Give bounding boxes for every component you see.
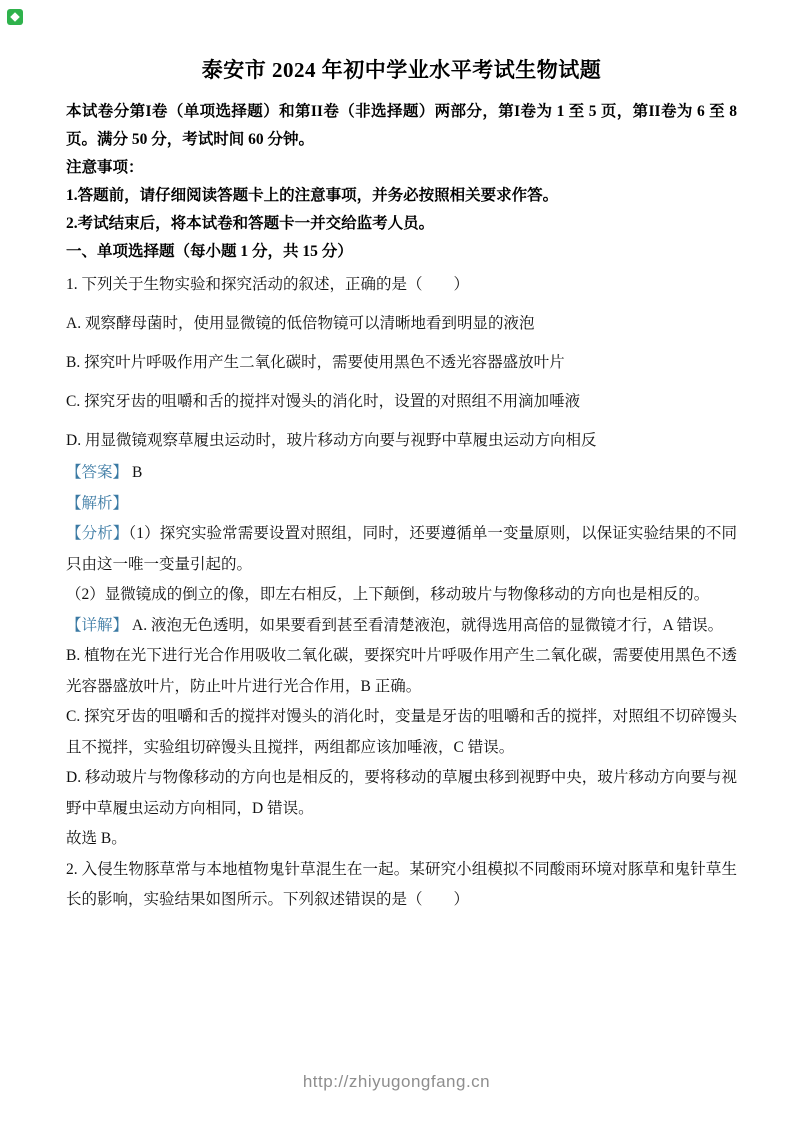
xiangjie-paragraph-a: [66, 611, 737, 642]
xiangjie-label: 【详解】: [66, 616, 129, 634]
section-heading: 一、单项选择题（每小题 1 分，共 15 分）: [66, 243, 353, 260]
notice-item-2: 2.考试结束后，将本试卷和答题卡一并交给监考人员。: [66, 215, 435, 232]
question-1-option-d: D. 用显微镜观察草履虫运动时，玻片移动方向要与视野中草履虫运动方向相反: [66, 432, 597, 449]
question-1-option-a: A. 观察酵母菌时，使用显微镜的低倍物镜可以清晰地看到明显的液泡: [66, 315, 535, 332]
page-title: 泰安市 2024 年初中学业水平考试生物试题: [201, 58, 602, 82]
notice-item-1: 1.答题前，请仔细阅读答题卡上的注意事项，并务必按照相关要求作答。: [66, 187, 559, 204]
question-1-option-c: C. 探究牙齿的咀嚼和舌的搅拌对馒头的消化时，设置的对照组不用滴加唾液: [66, 393, 581, 410]
brand-logo-icon: [7, 9, 23, 25]
xiangjie-paragraph-c: C. 探究牙齿的咀嚼和舌的搅拌对馒头的消化时，变量是牙齿的咀嚼和舌的搅拌，对照组不切碎馒头且不搅拌，实验组切碎馒头且搅拌，两组都应该加唾液，C 错误。: [66, 708, 737, 756]
fenxi-text-1: （1）探究实验常需要设置对照组，同时，还要遵循单一变量原则，以保证实验结果的不同只由这一唯一变量引起的。: [66, 525, 737, 573]
xiangjie-paragraph-d: D. 移动玻片与物像移动的方向也是相反的，要将移动的草履虫移到视野中央，玻片移动方向要与视野中草履虫运动方向相同，D 错误。: [66, 769, 737, 817]
question-2-stem: 2. 入侵生物豚草常与本地植物鬼针草混生在一起。某研究小组模拟不同酸雨环境对豚草和鬼针草生长的影响，实验结果如图所示。下列叙述错误的是（ ）: [66, 860, 737, 908]
xiangjie-paragraph-b: B. 植物在光下进行光合作用吸收二氧化碳，要探究叶片呼吸作用产生二氧化碳，需要使用黑色不透光容器盛放叶片，防止叶片进行光合作用，B 正确。: [66, 647, 737, 695]
answer-label: 【答案】: [66, 464, 129, 481]
fenxi-paragraph-1: [66, 519, 737, 580]
notice-heading: 注意事项：: [66, 159, 144, 176]
exam-intro-paragraph: 本试卷分第I卷（单项选择题）和第II卷（非选择题）两部分，第I卷为 1 至 5 页，第II卷为 6 至 8 页。满分 50 分，考试时间 60 分钟。: [66, 103, 737, 148]
jiexi-label: 【解析】: [66, 494, 129, 512]
question-1-option-b: B. 探究叶片呼吸作用产生二氧化碳时，需要使用黑色不透光容器盛放叶片: [66, 354, 565, 371]
question-1-stem: 1. 下列关于生物实验和探究活动的叙述，正确的是（ ）: [66, 276, 470, 293]
watermark-url: http://zhiyugongfang.cn: [302, 1072, 491, 1091]
answer-line: [66, 458, 737, 489]
fenxi-label: 【分析】: [66, 525, 129, 542]
document-body: [66, 54, 737, 916]
fenxi-paragraph-2: （2）显微镜成的倒立的像，即左右相反，上下颠倒，移动玻片与物像移动的方向也是相反的。: [66, 586, 710, 603]
xiangjie-text-a: A. 液泡无色透明，如果要看到甚至看清楚液泡，就得选用高倍的显微镜才行，A 错误。: [132, 616, 724, 634]
jiexi-line: [66, 489, 737, 520]
answer-value: B: [132, 464, 143, 481]
conclusion-line: 故选 B。: [66, 830, 127, 847]
